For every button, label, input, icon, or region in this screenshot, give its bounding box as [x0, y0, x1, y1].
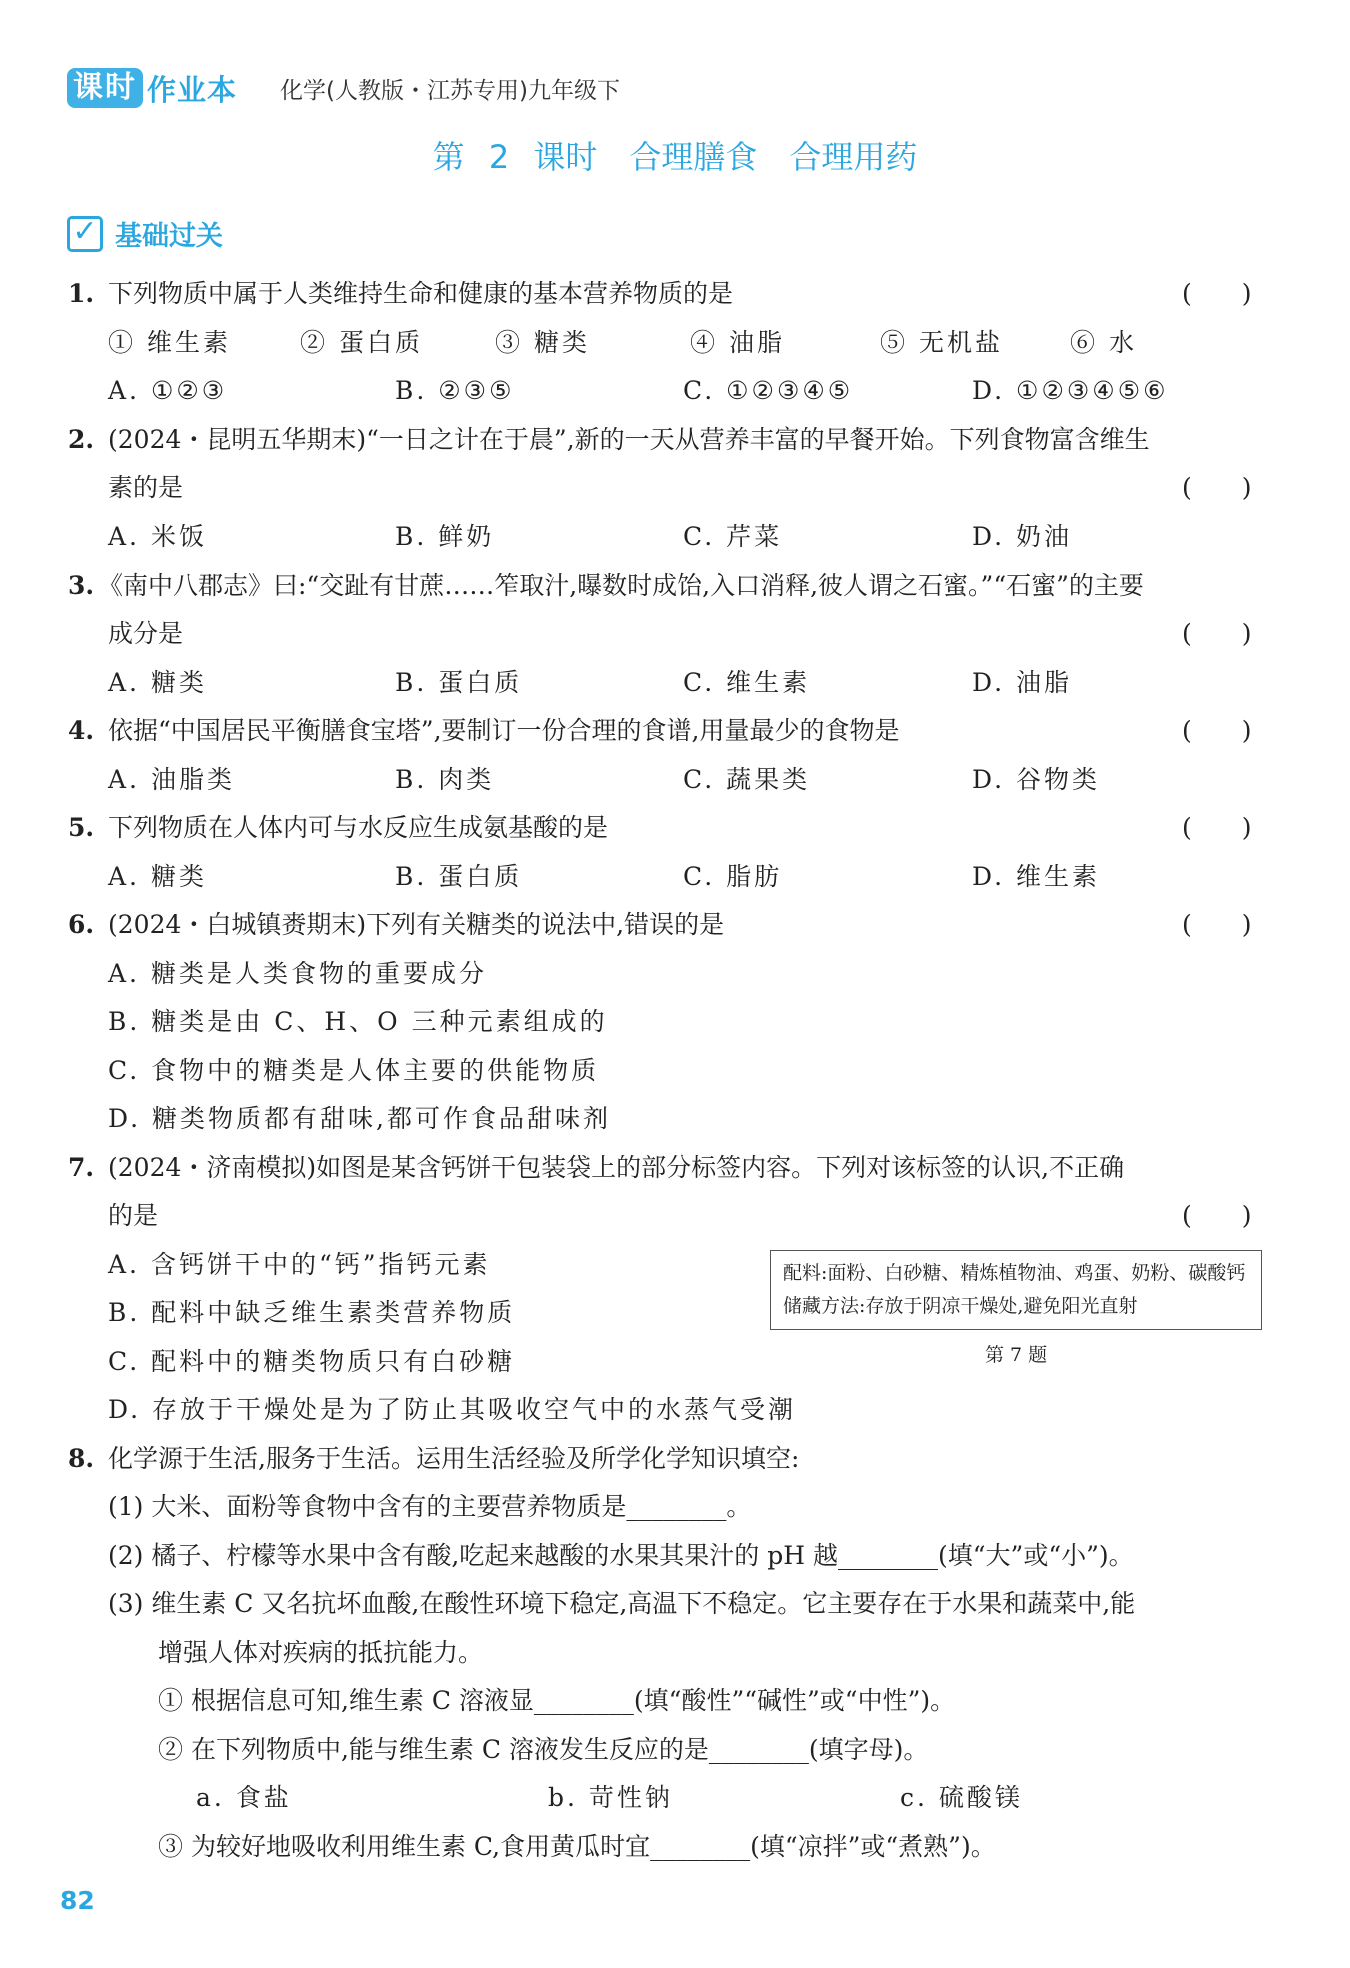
answer-option: D. 维生素 [972, 862, 1101, 891]
answer-option: A. 含钙饼干中的“钙”指钙元素 [108, 1250, 491, 1279]
question-stem: 依据“中国居民平衡膳食宝塔”,要制订一份合理的食谱,用量最少的食物是 [108, 716, 900, 745]
answer-option: A. 糖类是人类食物的重要成分 [108, 959, 487, 988]
answer-option: B. 鲜奶 [395, 522, 495, 551]
question-stem: 化学源于生活,服务于生活。运用生活经验及所学化学知识填空: [108, 1444, 800, 1473]
answer-paren: ( ) [1182, 910, 1252, 939]
sub-question: ② 在下列物质中,能与维生素 C 溶液发生反应的是________(填字母)。 [158, 1735, 929, 1764]
answer-option: C. ①②③④⑤ [683, 376, 854, 405]
list-item: ④ 油脂 [690, 328, 785, 357]
answer-option: D. 糖类物质都有甜味,都可作食品甜味剂 [108, 1104, 611, 1133]
sub-question: ① 根据信息可知,维生素 C 溶液显________(填“酸性”“碱性”或“中性”)。 [158, 1686, 956, 1715]
section-label: 基础过关 [115, 221, 223, 252]
sub-question: (2) 橘子、柠檬等水果中含有酸,吃起来越酸的水果其果汁的 pH 越________(填“大”或“小”)。 [108, 1541, 1134, 1570]
book-subtitle: 化学(人教版・江苏专用)九年级下 [280, 78, 620, 104]
answer-option: C. 芹菜 [683, 522, 783, 551]
answer-option: D. 谷物类 [972, 765, 1101, 794]
question-number: 2. [68, 425, 95, 454]
answer-option: B. 蛋白质 [395, 668, 523, 697]
question-stem: 的是 [108, 1201, 159, 1230]
answer-option: D. 存放于干燥处是为了防止其吸收空气中的水蒸气受潮 [108, 1395, 797, 1424]
product-label-figure [770, 1250, 1262, 1330]
question-number: 8. [68, 1444, 95, 1473]
question-stem: 成分是 [108, 619, 184, 648]
question-number: 3. [68, 571, 95, 600]
answer-option: C. 脂肪 [683, 862, 783, 891]
answer-paren: ( ) [1182, 279, 1252, 308]
lesson-title: 第 2 课时 合理膳食 合理用药 [432, 138, 918, 176]
answer-paren: ( ) [1182, 813, 1252, 842]
answer-paren: ( ) [1182, 1201, 1252, 1230]
question-number: 6. [68, 910, 95, 939]
question-stem: 下列物质中属于人类维持生命和健康的基本营养物质的是 [108, 279, 734, 308]
answer-option: D. 油脂 [972, 668, 1073, 697]
logo-text: 作业本 [147, 72, 238, 107]
figure-caption: 第 7 题 [985, 1344, 1048, 1366]
question-stem: 《南中八郡志》曰:“交趾有甘蔗……笮取汁,曝数时成饴,入口消释,彼人谓之石蜜。”“石蜜”的主要 [98, 571, 1144, 600]
answer-option: B. 糖类是由 C、H、O 三种元素组成的 [108, 1007, 608, 1036]
answer-paren: ( ) [1182, 619, 1252, 648]
sub-question: (3) 维生素 C 又名抗坏血酸,在酸性环境下稳定,高温下不稳定。它主要存在于水果和蔬菜中,能 [108, 1589, 1136, 1618]
question-number: 5. [68, 813, 95, 842]
sub-question: 增强人体对疾病的抵抗能力。 [158, 1638, 484, 1667]
label-storage: 储藏方法:存放于阴凉干燥处,避免阳光直射 [783, 1295, 1138, 1317]
answer-option: A. 糖类 [108, 668, 207, 697]
answer-paren: ( ) [1182, 473, 1252, 502]
brand-logo [67, 66, 237, 110]
list-item: ⑥ 水 [1070, 328, 1137, 357]
answer-paren: ( ) [1182, 716, 1252, 745]
answer-option: b. 苛性钠 [548, 1783, 673, 1812]
page-number: 82 [60, 1886, 95, 1915]
answer-option: a. 食盐 [196, 1783, 292, 1812]
answer-option: D. 奶油 [972, 522, 1073, 551]
answer-option: C. 维生素 [683, 668, 811, 697]
answer-option: A. 糖类 [108, 862, 207, 891]
answer-option: D. ①②③④⑤⑥ [972, 376, 1169, 405]
logo-mark: 课时 [67, 68, 143, 108]
checkbox-icon: ✓ [67, 216, 103, 252]
sub-question: (1) 大米、面粉等食物中含有的主要营养物质是________。 [108, 1492, 752, 1521]
answer-option: C. 食物中的糖类是人体主要的供能物质 [108, 1056, 600, 1085]
sub-question: ③ 为较好地吸收利用维生素 C,食用黄瓜时宜________(填“凉拌”或“煮熟”)。 [158, 1832, 996, 1861]
question-number: 7. [68, 1153, 95, 1182]
question-stem: (2024・白城镇赉期末)下列有关糖类的说法中,错误的是 [108, 910, 725, 939]
label-ingredients: 配料:面粉、白砂糖、精炼植物油、鸡蛋、奶粉、碳酸钙 [783, 1262, 1246, 1284]
answer-option: A. ①②③ [108, 376, 228, 405]
answer-option: B. 肉类 [395, 765, 495, 794]
answer-option: B. 配料中缺乏维生素类营养物质 [108, 1298, 516, 1327]
question-number: 1. [68, 279, 95, 308]
list-item: ⑤ 无机盐 [880, 328, 1003, 357]
question-stem: (2024・济南模拟)如图是某含钙饼干包装袋上的部分标签内容。下列对该标签的认识,不正确 [108, 1153, 1125, 1182]
list-item: ① 维生素 [108, 328, 231, 357]
list-item: ② 蛋白质 [300, 328, 423, 357]
question-stem: 素的是 [108, 473, 184, 502]
list-item: ③ 糖类 [495, 328, 590, 357]
answer-option: c. 硫酸镁 [900, 1783, 1023, 1812]
question-stem: 下列物质在人体内可与水反应生成氨基酸的是 [108, 813, 609, 842]
answer-option: B. ②③⑤ [395, 376, 515, 405]
answer-option: A. 米饭 [108, 522, 207, 551]
question-stem: (2024・昆明五华期末)“一日之计在于晨”,新的一天从营养丰富的早餐开始。下列食物富含维生 [108, 425, 1150, 454]
section-heading [67, 214, 223, 253]
answer-option: A. 油脂类 [108, 765, 235, 794]
answer-option: C. 蔬果类 [683, 765, 811, 794]
question-number: 4. [68, 716, 95, 745]
answer-option: B. 蛋白质 [395, 862, 523, 891]
answer-option: C. 配料中的糖类物质只有白砂糖 [108, 1347, 516, 1376]
